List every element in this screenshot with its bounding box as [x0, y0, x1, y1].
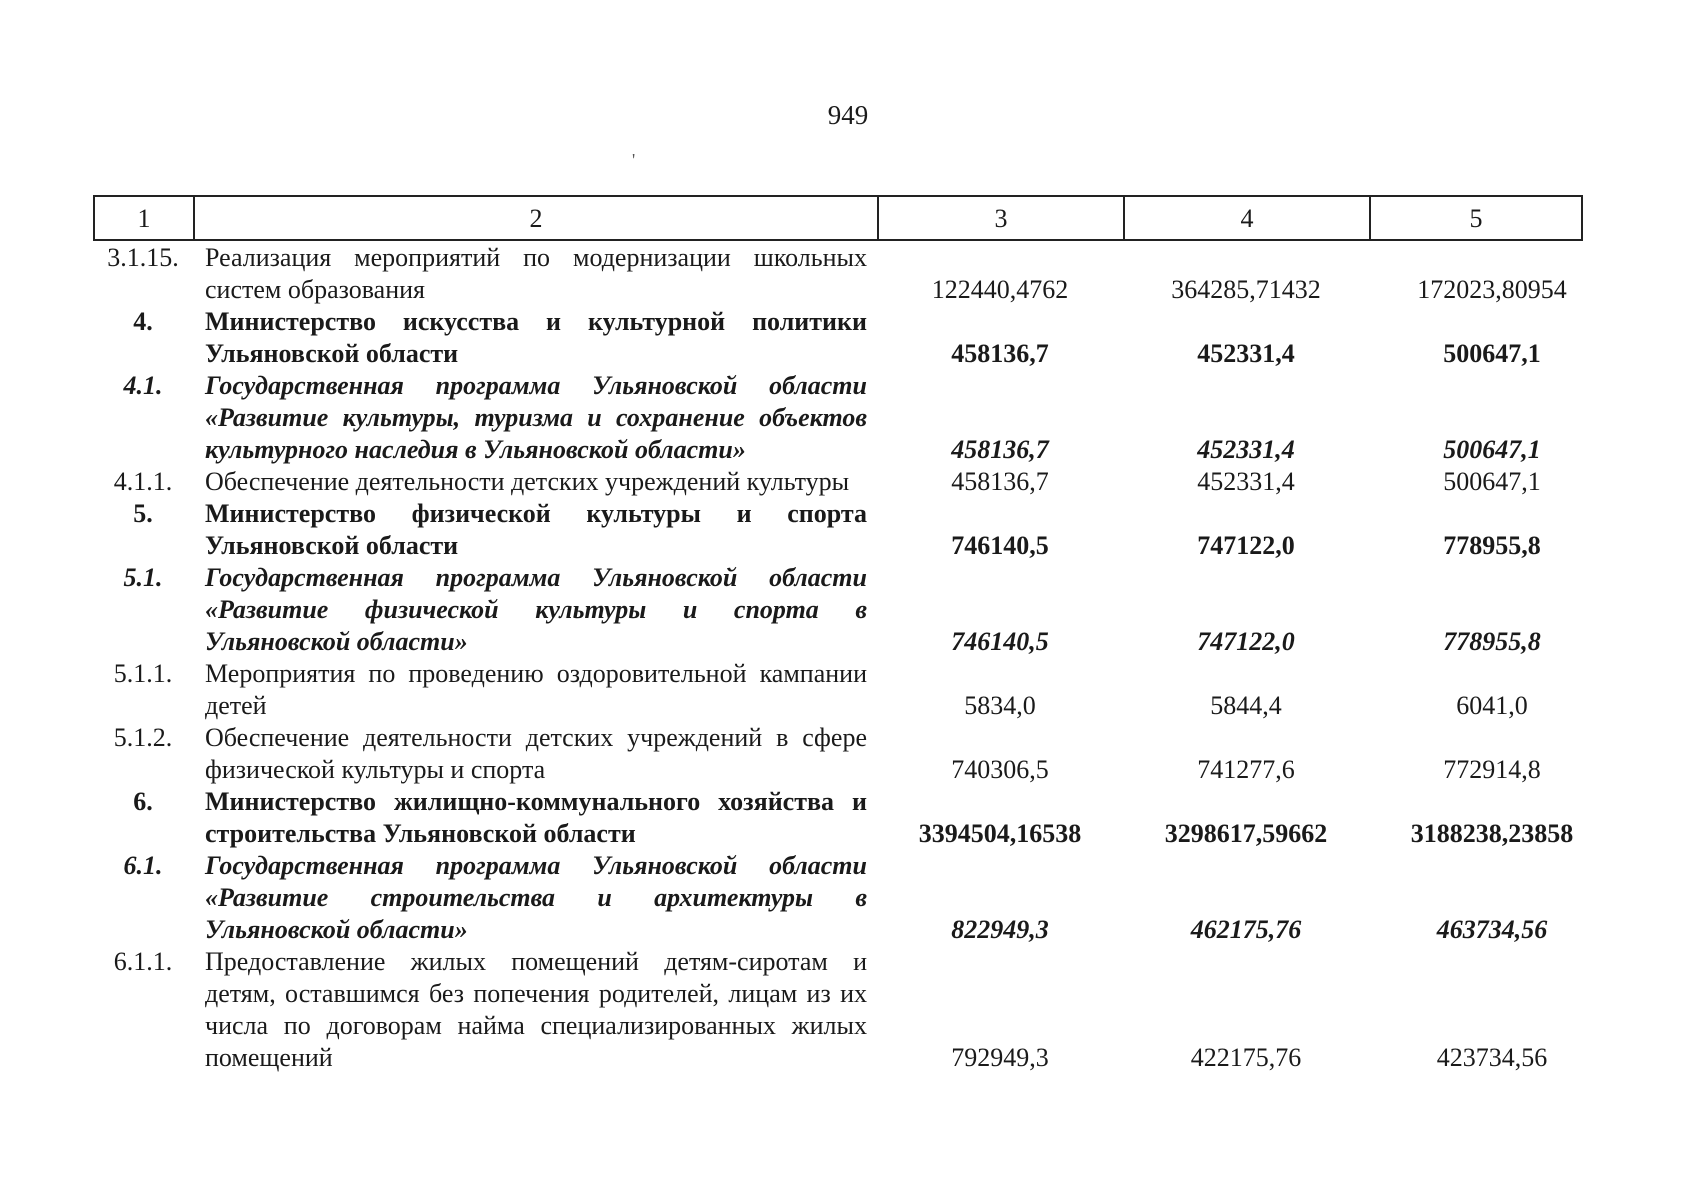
row-value-3: 122440,4762	[931, 275, 1069, 304]
row-value-4: 462175,76	[1190, 915, 1302, 944]
row-description: Министерство жилищно-коммунального хозяйства и строительства Ульяновской области	[205, 787, 867, 848]
row-value-5: 3188238,23858	[1410, 819, 1574, 848]
row-number: 5.1.	[123, 563, 163, 592]
row-number: 6.1.1.	[113, 947, 173, 976]
row-value-4: 422175,76	[1190, 1043, 1302, 1072]
row-description: Обеспечение деятельности детских учреждений в сфере физической культуры и спорта	[205, 723, 867, 784]
row-value-4: 452331,4	[1197, 339, 1295, 368]
row-value-4: 3298617,59662	[1164, 819, 1328, 848]
page-number: 949	[827, 100, 869, 130]
row-value-3: 822949,3	[951, 915, 1049, 944]
row-number: 5.	[133, 499, 153, 528]
row-value-4: 747122,0	[1197, 531, 1295, 560]
row-number: 4.	[133, 307, 153, 336]
row-value-3: 3394504,16538	[918, 819, 1082, 848]
row-value-5: 778955,8	[1443, 531, 1541, 560]
row-description: Государственная программа Ульяновской области «Развитие культуры, туризма и сохранение объектов культурного наследия в Ульяновской области»	[205, 371, 867, 464]
row-number: 3.1.15.	[107, 243, 179, 272]
row-value-3: 458136,7	[951, 339, 1049, 368]
row-value-5: 772914,8	[1443, 755, 1541, 784]
row-number: 5.1.1.	[113, 659, 173, 688]
row-value-5: 500647,1	[1443, 435, 1541, 464]
row-description: Мероприятия по проведению оздоровительной кампании детей	[205, 659, 867, 720]
row-number: 5.1.2.	[113, 723, 173, 752]
table-row	[93, 306, 1593, 370]
row-value-3: 792949,3	[951, 1043, 1049, 1072]
table-row	[93, 850, 1593, 946]
table-row	[93, 722, 1593, 786]
row-value-4: 5844,4	[1210, 691, 1282, 720]
row-value-4: 364285,71432	[1171, 275, 1321, 304]
row-description: Предоставление жилых помещений детям-сиротам и детям, оставшимся без попечения родителей, лицам из их числа по договорам найма специализированных жилых помещений	[205, 947, 867, 1072]
row-number: 4.1.1.	[113, 467, 173, 496]
table-row	[93, 946, 1593, 1074]
table-row	[93, 658, 1593, 722]
row-value-3: 740306,5	[951, 755, 1049, 784]
table-row	[93, 370, 1593, 466]
column-header-2: 2	[195, 197, 879, 239]
row-value-5: 172023,80954	[1417, 275, 1567, 304]
table-row	[93, 786, 1593, 850]
row-value-3: 746140,5	[951, 531, 1049, 560]
row-value-4: 452331,4	[1197, 435, 1295, 464]
row-description: Реализация мероприятий по модернизации школьных систем образования	[205, 243, 867, 304]
table-row	[93, 562, 1593, 658]
table-row	[93, 498, 1593, 562]
row-value-3: 5834,0	[964, 691, 1036, 720]
column-header-row	[93, 195, 1583, 241]
row-value-5: 500647,1	[1443, 467, 1541, 496]
stray-mark: '	[632, 150, 636, 170]
table-row	[93, 466, 1593, 498]
row-value-4: 747122,0	[1197, 627, 1295, 656]
row-value-5: 6041,0	[1456, 691, 1528, 720]
column-header-4: 4	[1125, 197, 1371, 239]
row-description: Государственная программа Ульяновской области «Развитие физической культуры и спорта в Ульяновской области»	[205, 563, 867, 656]
row-value-3: 746140,5	[951, 627, 1049, 656]
column-header-1: 1	[95, 197, 195, 239]
row-value-3: 458136,7	[951, 435, 1049, 464]
row-description: Министерство физической культуры и спорта Ульяновской области	[205, 499, 867, 560]
row-value-3: 458136,7	[951, 467, 1049, 496]
row-value-4: 741277,6	[1197, 755, 1295, 784]
row-value-5: 778955,8	[1443, 627, 1541, 656]
column-header-5: 5	[1469, 204, 1483, 233]
row-number: 6.	[133, 787, 153, 816]
row-value-5: 500647,1	[1443, 339, 1541, 368]
row-description: Министерство искусства и культурной политики Ульяновской области	[205, 307, 867, 368]
row-description: Государственная программа Ульяновской области «Развитие строительства и архитектуры в Ульяновской области»	[205, 851, 867, 944]
row-value-5: 423734,56	[1436, 1043, 1548, 1072]
row-number: 4.1.	[123, 371, 163, 400]
column-header-3: 3	[879, 197, 1125, 239]
table-row	[93, 242, 1593, 306]
row-description: Обеспечение деятельности детских учреждений культуры	[205, 467, 850, 496]
budget-table-body	[93, 242, 1593, 1074]
row-number: 6.1.	[123, 851, 163, 880]
row-value-5: 463734,56	[1436, 915, 1548, 944]
row-value-4: 452331,4	[1197, 467, 1295, 496]
